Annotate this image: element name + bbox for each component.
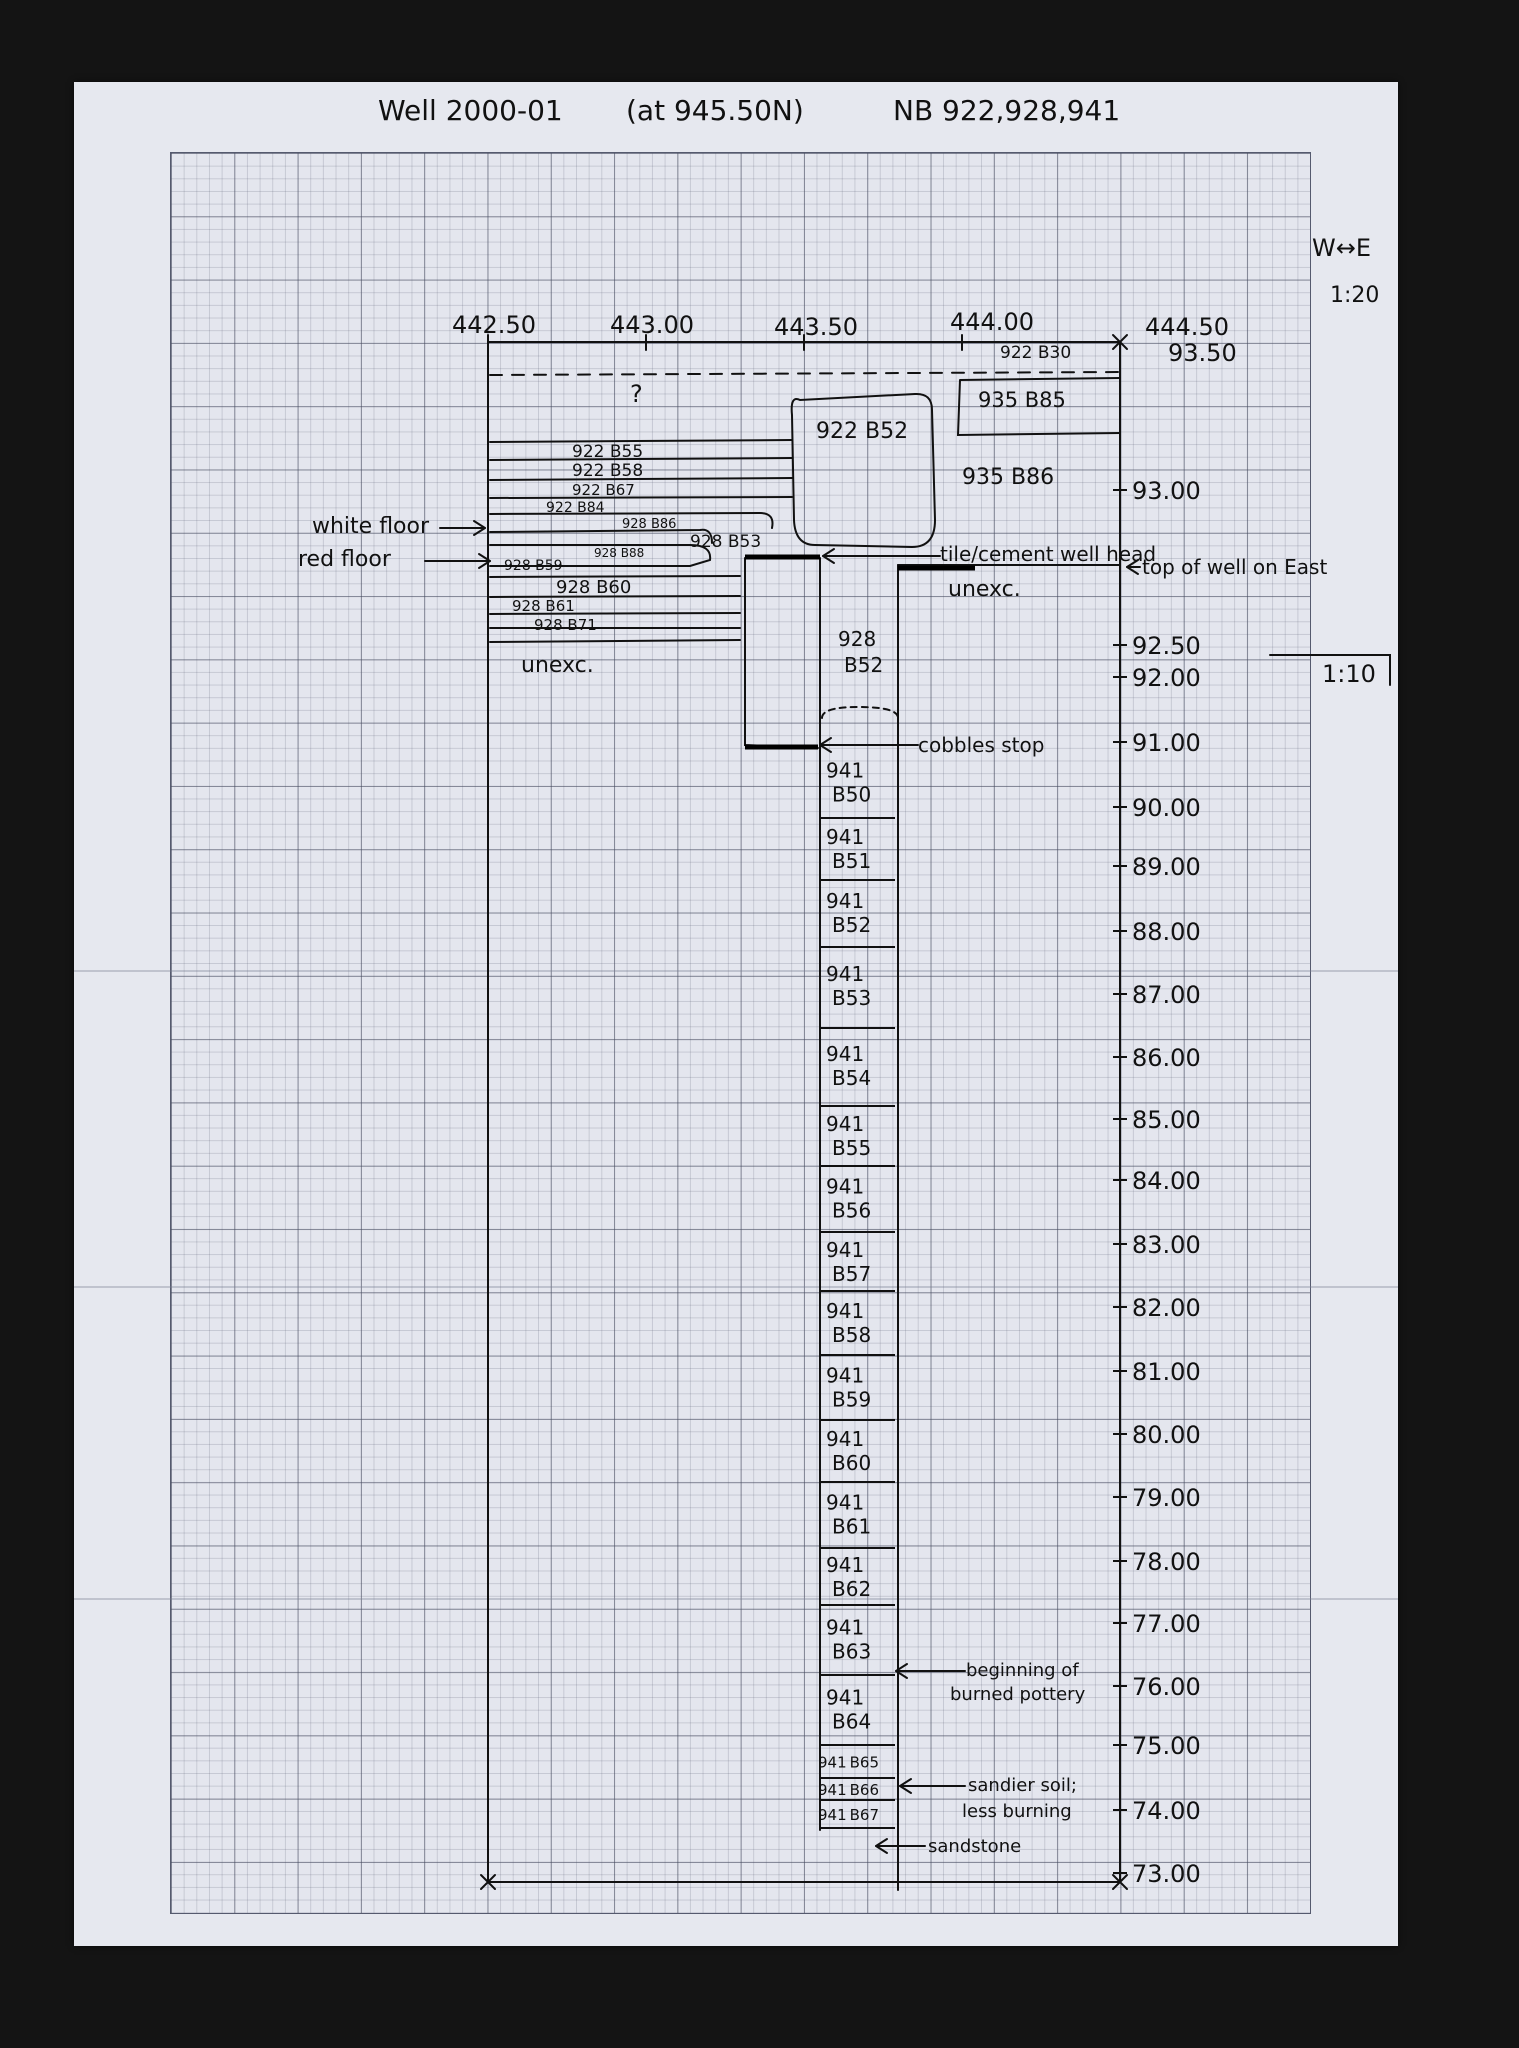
shaft-unit-id: B64 [832,1709,872,1734]
shaft-unit-id: B51 [832,849,872,874]
shaft-unit-id: B60 [832,1451,872,1476]
x-label: 444.00 [950,308,1034,336]
unit-label: 922 B67 [572,481,635,499]
elevation-label: 87.00 [1132,981,1201,1009]
elevation-label: 88.00 [1132,918,1201,946]
shaft-unit-id: B62 [832,1576,872,1601]
shaft-unit-number: 941 [826,962,865,987]
shaft-unit-number: 941 [826,1112,865,1137]
shaft-unit-label: 941 B67 [818,1806,880,1824]
shaft-unit-number: 941 [826,1174,865,1199]
annotation-top-of-well: top of well on East [1142,555,1328,579]
annotation-sandier-2: less burning [962,1801,1072,1822]
unit-label: 922 B52 [816,419,909,444]
x-label: 442.50 [452,311,536,339]
unit-label: 928 B53 [690,532,762,552]
elevation-label: 92.50 [1132,632,1201,660]
unit-label: 922 B84 [546,500,605,516]
annotation-pottery-2: burned pottery [950,1684,1086,1705]
shaft-unit-id: B55 [832,1136,872,1161]
x-label: 443.50 [774,313,858,341]
unit-922-b52-outline [792,394,935,547]
shaft-unit-id: B61 [832,1514,872,1539]
unit-label: 922 B58 [572,461,644,481]
shaft-unit-id: B58 [832,1322,872,1347]
elevation-label: 76.00 [1132,1673,1201,1701]
unit-label: 928 B61 [512,597,575,615]
unit-label: 928 B71 [534,616,597,634]
shaft-unit-id: B56 [832,1198,872,1223]
shaft-unit-number: 941 [826,1552,865,1577]
shaft-unit-number: 941 [826,1298,865,1323]
dashed-surface-line [490,372,1120,375]
shaft-unit-label: 941 B66 [818,1781,880,1799]
shaft-unit-number: 941 [826,825,865,850]
elevation-label: 89.00 [1132,853,1201,881]
shaft-unit-number: 941 [826,1363,865,1388]
elevation-label: 86.00 [1132,1044,1201,1072]
unit-label: 922 B55 [572,442,644,462]
shaft-unit-id: B63 [832,1639,872,1664]
elevation-label: 93.00 [1132,477,1201,505]
annotation-sandstone: sandstone [928,1836,1022,1857]
elevation-label: 77.00 [1132,1610,1201,1638]
elevation-label: 90.00 [1132,794,1201,822]
layer-line [490,640,740,642]
unit-label: 928 B60 [556,577,632,598]
unit-label: 928 [838,627,877,651]
unit-label: 922 B30 [1000,343,1072,363]
pit-928-b52-west [745,558,818,748]
x-label: 443.00 [610,311,694,339]
scale-main: 1:20 [1330,283,1380,308]
layer-line [490,497,792,498]
elevation-label: 78.00 [1132,1548,1201,1576]
elevation-label: 82.00 [1132,1294,1201,1322]
elevation-label: 93.50 [1168,339,1237,367]
unit-label: 928 B86 [622,517,677,532]
title-location: (at 945.50N) [626,94,804,127]
title-well: Well 2000-01 [378,94,563,127]
scale-lower: 1:10 [1322,660,1376,688]
elevation-label: 83.00 [1132,1231,1201,1259]
annotation-white-floor: white floor [312,514,430,539]
elevation-label: 75.00 [1132,1732,1201,1760]
elevation-label: 92.00 [1132,664,1201,692]
x-label: 444.50 [1145,313,1229,341]
unexcavated-label: unexc. [521,653,594,678]
elevation-label: 84.00 [1132,1167,1201,1195]
unit-label: 928 B88 [594,546,645,560]
title-nb: NB 922,928,941 [893,94,1121,127]
shaft-unit-number: 941 [826,1041,865,1066]
shaft-unit-number: 941 [826,1615,865,1640]
shaft-unit-number: 941 [826,1427,865,1452]
unit-label: 935 B85 [978,388,1066,412]
elevation-label: 85.00 [1132,1106,1201,1134]
unit-label: 935 B86 [962,465,1055,490]
unknown-label: ? [630,380,643,408]
unit-label: 928 B59 [504,558,563,574]
shaft-unit-id: B50 [832,782,872,807]
annotation-sandier-1: sandier soil; [968,1775,1077,1796]
orientation-label: W↔E [1312,234,1372,262]
cobbles-outline [822,707,898,718]
elevation-label: 91.00 [1132,729,1201,757]
layer-line [490,530,712,543]
shaft-unit-id: B52 [832,913,872,938]
shaft-unit-id: B54 [832,1065,872,1090]
shaft-unit-id: B53 [832,986,872,1011]
elevation-label: 79.00 [1132,1484,1201,1512]
shaft-unit-label: 941 B65 [818,1753,880,1772]
shaft-unit-number: 941 [826,758,865,783]
elevation-label: 73.00 [1132,1860,1201,1888]
annotation-pottery-1: beginning of [966,1660,1079,1681]
shaft-unit-id: B57 [832,1261,872,1286]
shaft-unit-id: B59 [832,1387,872,1412]
annotation-wellhead: tile/cement well head [940,542,1157,566]
elevation-label: 80.00 [1132,1421,1201,1449]
annotation-red-floor: red floor [298,547,391,572]
shaft-unit-number: 941 [826,1685,865,1710]
unit-label: B52 [844,653,884,677]
annotation-cobbles: cobbles stop [918,733,1045,757]
shaft-unit-number: 941 [826,889,865,914]
elevation-label: 74.00 [1132,1797,1201,1825]
unexcavated-label: unexc. [948,577,1021,602]
shaft-unit-number: 941 [826,1490,865,1515]
shaft-unit-number: 941 [826,1237,865,1262]
elevation-label: 81.00 [1132,1358,1201,1386]
